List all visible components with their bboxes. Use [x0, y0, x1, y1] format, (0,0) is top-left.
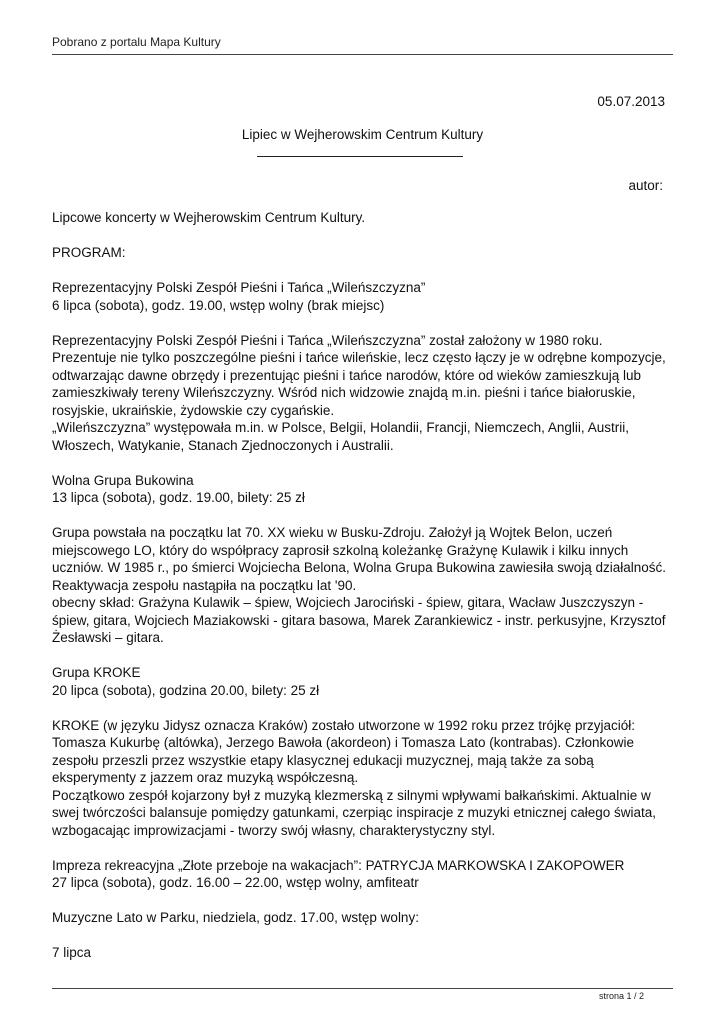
- text-line: zespołu przeszli przez wszystkie etapy klasycznej edukacji muzycznej, mają także za sobą: [52, 752, 594, 768]
- article-body: [52, 209, 682, 979]
- text-line: rosyjskie, ukraińskie, żydowskie czy cygańskie.: [52, 402, 335, 418]
- article-paragraph: [52, 472, 682, 507]
- text-line: Grupa powstała na początku lat 70. XX wieku w Busku-Zdroju. Założył ją Wojtek Belon, uczeń: [52, 525, 613, 540]
- text-line: eksperymenty z jazzem oraz muzyką współczesną.: [52, 770, 359, 785]
- text-line: Prezentuje nie tylko poszczególne pieśni i tańce wileńskie, lecz często łączy je w odrębne kompozycje,: [52, 350, 666, 365]
- text-line: „Wileńszczyzna” występowała m.in. w Polsce, Belgii, Holandii, Francji, Niemczech, Anglii, Austrii,: [52, 420, 629, 435]
- text-line: zamieszkiwały tereny Wileńszczyzny. Wśród nich widzowie znajdą m.in. pieśni i tańce białoruskie,: [52, 385, 636, 400]
- text-line: uczniów. W 1985 r., po śmierci Wojciecha Belona, Wolna Grupa Bukowina zawiesiła swoją działalność.: [52, 560, 667, 575]
- article-paragraph: [52, 909, 682, 927]
- article-paragraph: [52, 279, 682, 314]
- text-line: Początkowo zespół kojarzony był z muzyką klezmerską z silnymi wpływami bałkańskimi. Aktualnie w: [52, 787, 651, 803]
- page-number: strona 1 / 2: [598, 991, 644, 1001]
- header-divider: [52, 54, 673, 55]
- article-paragraph: [52, 209, 682, 227]
- article-paragraph: [52, 332, 682, 455]
- text-line: Żesławski – gitara.: [52, 630, 164, 645]
- text-line: Reaktywacja zespołu nastąpiła na początku lat '90.: [52, 577, 357, 593]
- text-line: 6 lipca (sobota), godz. 19.00, wstęp wolny (brak miejsc): [52, 297, 385, 313]
- text-line: 7 lipca: [52, 945, 92, 960]
- text-line: Lipcowe koncerty w Wejherowskim Centrum Kultury.: [52, 210, 366, 225]
- text-line: 27 lipca (sobota), godz. 16.00 – 22.00, wstęp wolny, amfiteatr: [52, 875, 419, 890]
- article-paragraph: [52, 944, 682, 962]
- text-line: 20 lipca (sobota), godzina 20.00, bilety: 25 zł: [52, 682, 320, 698]
- article-title: Lipiec w Wejherowskim Centrum Kultury: [241, 127, 484, 142]
- text-line: Reprezentacyjny Polski Zespół Pieśni i Tańca „Wileńszczyzna” został założony w 1980 roku.: [52, 332, 603, 348]
- text-line: 13 lipca (sobota), godz. 19.00, bilety: 25 zł: [52, 490, 305, 505]
- text-line: KROKE (w języku Jidysz oznacza Kraków) zostało utworzone w 1992 roku przez trójkę przyjaciół:: [52, 717, 635, 733]
- footer-divider: [52, 988, 673, 989]
- text-line: Muzyczne Lato w Parku, niedziela, godz. 17.00, wstęp wolny:: [52, 910, 419, 925]
- title-underline: [257, 156, 463, 157]
- page-header-source: Pobrano z portalu Mapa Kultury: [52, 35, 221, 49]
- text-line: Grupa KROKE: [52, 665, 141, 680]
- article-paragraph: [52, 857, 682, 892]
- text-line: obecny skład: Grażyna Kulawik – śpiew, Wojciech Jarociński - śpiew, gitara, Wacław Juszczyszyn -: [52, 595, 644, 610]
- article-date: 05.07.2013: [597, 94, 665, 109]
- text-line: Reprezentacyjny Polski Zespół Pieśni i Tańca „Wileńszczyzna”: [52, 280, 426, 295]
- text-line: Wolna Grupa Bukowina: [52, 472, 194, 488]
- text-line: Tomasza Kukurbę (altówka), Jerzego Bawoła (akordeon) i Tomasza Lato (kontrabas). Członkowie: [52, 735, 635, 750]
- article-paragraph: [52, 717, 682, 840]
- text-line: PROGRAM:: [52, 245, 126, 260]
- text-line: swej twórczości balansuje pomiędzy gatunkami, czerpiąc inspiracje z muzyki etnicznej całego świata,: [52, 805, 657, 820]
- article-paragraph: [52, 244, 682, 262]
- text-line: Włoszech, Watykanie, Stanach Zjednoczonych i Australii.: [52, 437, 394, 453]
- article-paragraph: [52, 524, 682, 647]
- text-line: śpiew, gitara, Wojciech Maziakowski - gitara basowa, Marek Zarankiewicz - instr. perkusyjne, Krzysztof: [52, 612, 666, 628]
- text-line: wzbogacając improwizacjami - tworzy swój własny, charakterystyczny styl.: [52, 822, 496, 838]
- author-label: autor:: [628, 178, 663, 193]
- text-line: miejscowego LO, który do współpracy zaprosił szkolną koleżankę Grażynę Kulawik i kilku innych: [52, 542, 629, 558]
- article-paragraph: [52, 664, 682, 699]
- text-line: Impreza rekreacyjna „Złote przeboje na wakacjach”: PATRYCJA MARKOWSKA I ZAKOPOWER: [52, 857, 625, 873]
- text-line: odtwarzając dawne obrzędy i prezentując pieśni i tańce narodów, które od wieków zamieszkują lub: [52, 367, 642, 383]
